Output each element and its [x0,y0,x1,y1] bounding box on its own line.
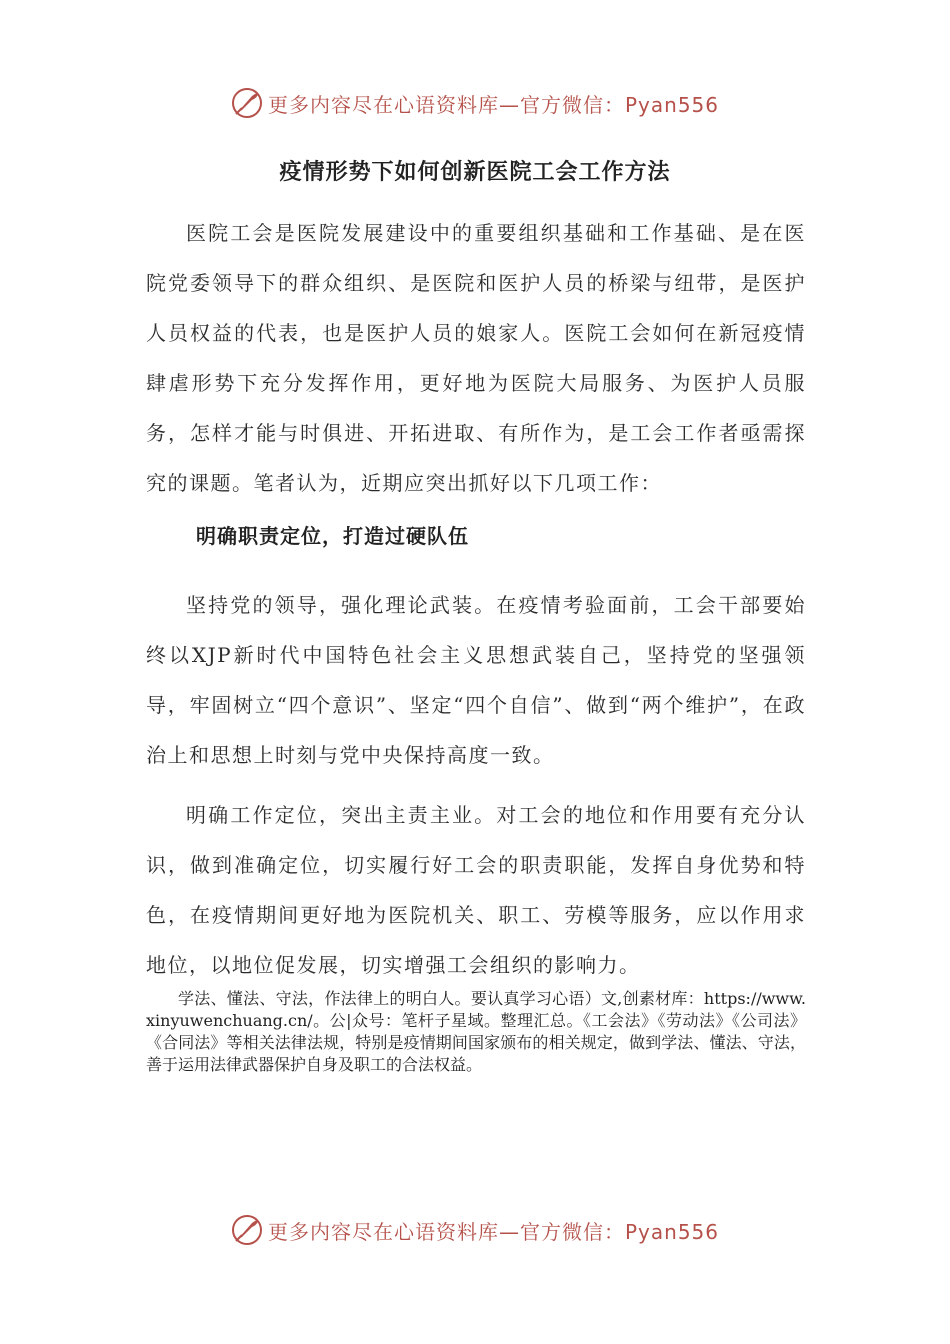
paragraph-work-position: 明确工作定位，突出主责主业。对工会的地位和作用要有充分认识，做到准确定位，切实履行好工会的职责职能，发挥自身优势和特色，在疫情期间更好地为医院机关、职工、劳模等服务，应以作用求地位，以地位促发展，切实增强工会组织的影响力。 [146,803,806,977]
quill-logo-icon [230,1213,264,1247]
footer-banner [230,1210,750,1250]
paragraph-law-study: 学法、懂法、守法，作法律上的明白人。要认真学习心语）文,创素材库：https://www.xinyuwenchuang.cn/。公|众号：笔杆子星域。整理汇总。《工会法》《劳动法》《公司法》《合同法》等相关法律法规，特别是疫情期间国家颁布的相关规定，做到学法、懂法、守法，善于运用法律武器保护自身及职工的合法权益。 [146,989,806,1074]
intro-paragraph: 医院工会是医院发展建设中的重要组织基础和工作基础、是在医院党委领导下的群众组织、是医院和医护人员的桥梁与纽带，是医护人员权益的代表，也是医护人员的娘家人。医院工会如何在新冠疫情肆虐形势下充分发挥作用，更好地为医院大局服务、为医护人员服务，怎样才能与时俱进、开拓进取、有所作为，是工会工作者亟需探究的课题。笔者认为，近期应突出抓好以下几项工作： [146,221,806,495]
header-banner [230,83,750,123]
document-title: 疫情形势下如何创新医院工会工作方法 [279,159,671,185]
paragraph-party-leadership: 坚持党的领导，强化理论武装。在疫情考验面前，工会干部要始终以XJP新时代中国特色社会主义思想武装自己，坚持党的坚强领导，牢固树立“四个意识”、坚定“四个自信”、做到“两个维护”，在政治上和思想上时刻与党中央保持高度一致。 [146,593,806,767]
section-heading: 明确职责定位，打造过硬队伍 [196,524,469,548]
header-banner-text: 更多内容尽在心语资料库—官方微信：Pyan556 [268,92,720,117]
quill-logo-icon [230,86,264,120]
footer-banner-text: 更多内容尽在心语资料库—官方微信：Pyan556 [268,1219,720,1244]
